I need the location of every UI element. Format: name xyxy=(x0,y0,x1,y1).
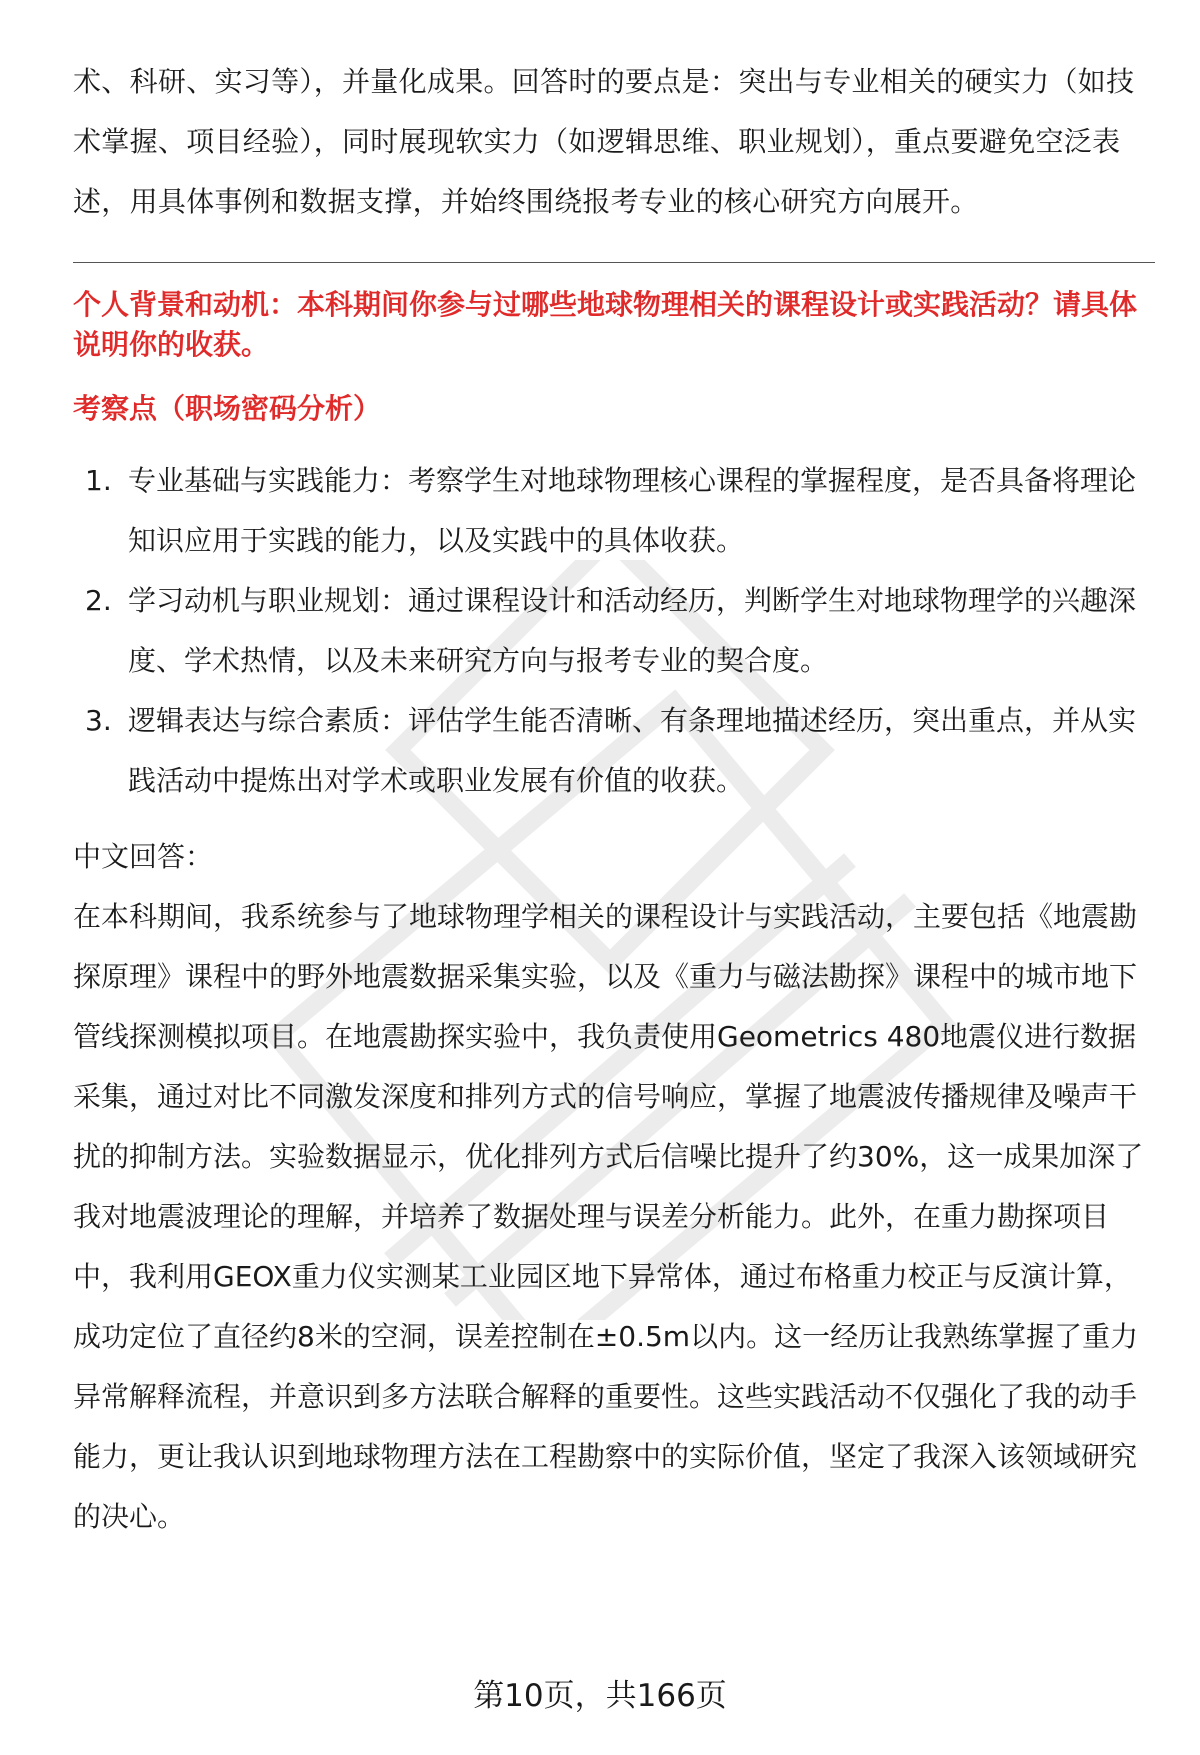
answer-paragraph: 在本科期间，我系统参与了地球物理学相关的课程设计与实践活动，主要包括《地震勘探原理》课程中的野外地震数据采集实验，以及《重力与磁法勘探》课程中的城市地下管线探测模拟项目。在地震勘探实验中，我负责使用Geometrics 480地震仪进行数据采集，通过对比不同激发深度和排列方式的信号响应，掌握了地震波传播规律及噪声干扰的抑制方法。实验数据显示，优化排列方式后信噪比提升了约30%，这一成果加深了我对地震波理论的理解，并培养了数据处理与误差分析能力。此外，在重力勘探项目中，我利用GEOX重力仪实测某工业园区地下异常体，通过布格重力校正与反演计算，成功定位了直径约8米的空洞，误差控制在±0.5m以内。这一经历让我熟练掌握了重力异常解释流程，并意识到多方法联合解释的重要性。这些实践活动不仅强化了我的动手能力，更让我认识到地球物理方法在工程勘察中的实际价值，坚定了我深入该领域研究的决心。 xyxy=(73,900,1144,1533)
section-divider xyxy=(73,262,1155,263)
answer-label: 中文回答： xyxy=(73,840,214,873)
question-heading: 个人背景和动机：本科期间你参与过哪些地球物理相关的课程设计或实践活动？请具体说明你的收获。 xyxy=(73,288,1138,361)
list-item-text: 专业基础与实践能力：考察学生对地球物理核心课程的掌握程度，是否具备将理论知识应用于实践的能力，以及实践中的具体收获。 xyxy=(128,464,1137,557)
list-item-number: 1. xyxy=(85,464,112,497)
list-item xyxy=(73,691,1155,811)
list-item xyxy=(73,571,1155,691)
list-item xyxy=(73,451,1155,571)
list-item-number: 3. xyxy=(85,704,112,737)
assessment-points-list xyxy=(73,451,1155,811)
list-item-text: 逻辑表达与综合素质：评估学生能否清晰、有条理地描述经历，突出重点，并从实践活动中提炼出对学术或职业发展有价值的收获。 xyxy=(128,704,1137,797)
list-item-text: 学习动机与职业规划：通过课程设计和活动经历，判断学生对地球物理学的兴趣深度、学术热情，以及未来研究方向与报考专业的契合度。 xyxy=(128,584,1137,677)
assessment-points-heading: 考察点（职场密码分析） xyxy=(73,392,382,425)
page-content xyxy=(73,52,1155,1547)
intro-paragraph: 术、科研、实习等），并量化成果。回答时的要点是：突出与专业相关的硬实力（如技术掌握、项目经验），同时展现软实力（如逻辑思维、职业规划），重点要避免空泛表述，用具体事例和数据支撑，并始终围绕报考专业的核心研究方向展开。 xyxy=(73,65,1135,218)
list-item-number: 2. xyxy=(85,584,112,617)
page-number-footer: 第10页，共166页 xyxy=(473,1678,727,1714)
